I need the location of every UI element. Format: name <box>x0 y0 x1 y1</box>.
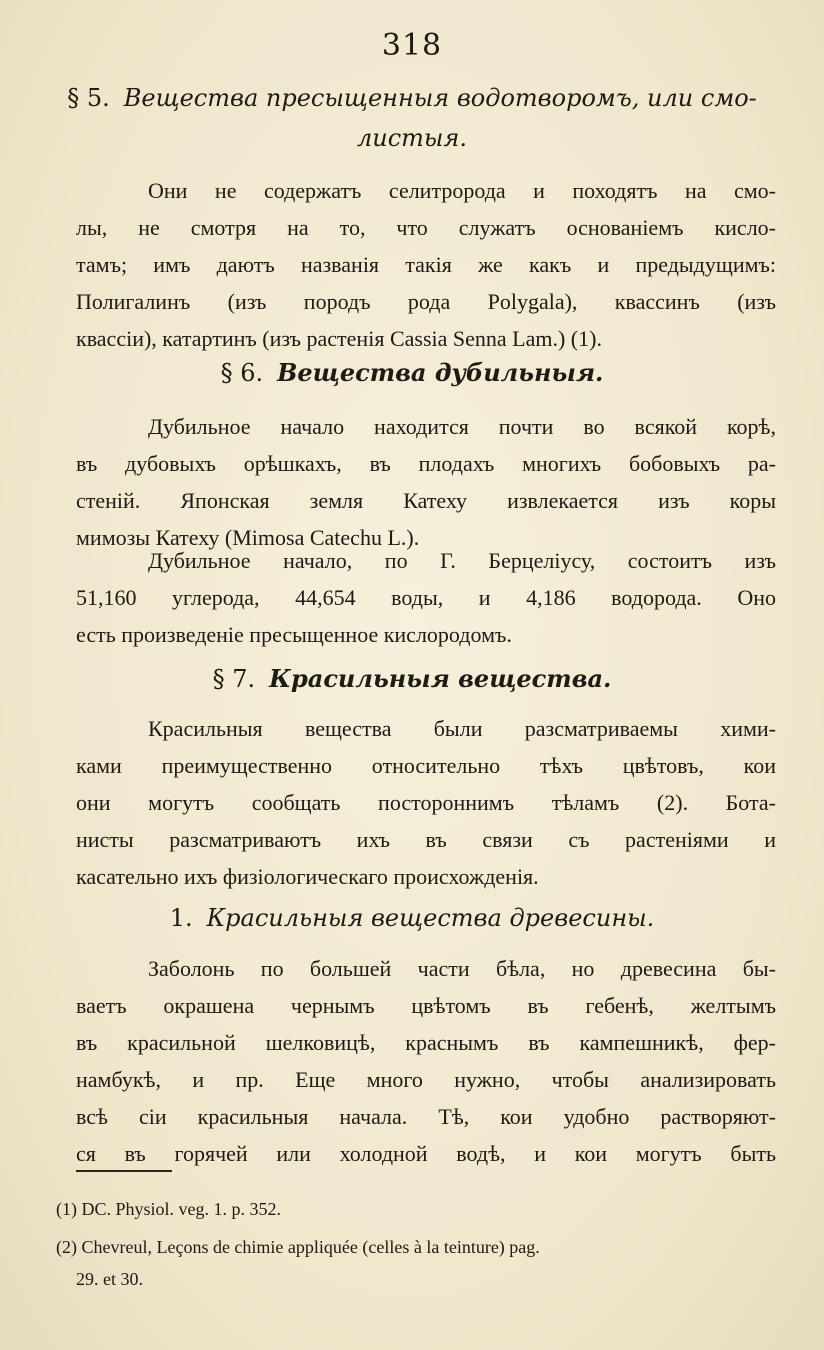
text-line: касательно ихъ физіологическаго происхожденія. <box>76 864 539 889</box>
text-line: Дубильное начало находится почти во всякой корѣ, <box>148 414 776 439</box>
footnote-divider <box>76 1170 172 1172</box>
text-line: тамъ; имъ даютъ названія такія же какъ и предыдущимъ: <box>76 252 776 277</box>
section-6-paragraph-2 <box>76 542 776 653</box>
text-line: Полигалинъ (изъ породъ рода Polygala), квассинъ (изъ <box>76 289 776 314</box>
subsection-1-paragraph <box>76 950 776 1172</box>
section-5-title-line2: листыя. <box>356 124 467 152</box>
footnote-2-cont: 29. et 30. <box>76 1269 143 1289</box>
text-line: квассіи), катартинъ (изъ растенія Cassia Senna Lam.) (1). <box>76 326 602 351</box>
text-line: Они не содержатъ селитророда и походятъ на смо- <box>148 178 776 203</box>
section-6-number: § 6. <box>220 359 264 387</box>
subsection-1-heading <box>0 904 824 932</box>
text-line: нисты разсматриваютъ ихъ въ связи съ растеніями и <box>76 827 776 852</box>
text-line: всѣ сіи красильныя начала. Тѣ, кои удобно растворяют- <box>76 1104 776 1129</box>
text-line: Дубильное начало, по Г. Берцеліусу, состоитъ изъ <box>148 548 776 573</box>
section-5-title-line1: Вещества пресыщенныя водотворомъ, или смо- <box>123 84 757 112</box>
text-line: въ красильной шелковицѣ, краснымъ въ кампешникѣ, фер- <box>76 1030 776 1055</box>
section-6-paragraph-1 <box>76 408 776 556</box>
footnote-1: (1) DC. Physiol. veg. 1. p. 352. <box>56 1199 281 1219</box>
subsection-1-number: 1. <box>169 904 193 932</box>
page-number: 318 <box>381 28 443 63</box>
section-5-paragraph <box>76 172 776 357</box>
section-5-number: § 5. <box>67 84 110 112</box>
text-line: Красильныя вещества были разсматриваемы хими- <box>148 716 776 741</box>
text-line: 51,160 углерода, 44,654 воды, и 4,186 водорода. Оно <box>76 585 776 610</box>
section-6-heading <box>0 358 824 387</box>
text-line: они могутъ сообщать постороннимъ тѣламъ (2). Бота- <box>76 790 776 815</box>
text-line: намбукѣ, и пр. Еще много нужно, чтобы анализировать <box>76 1067 776 1092</box>
text-line: ваетъ окрашена чернымъ цвѣтомъ въ гебенѣ, желтымъ <box>76 993 776 1018</box>
text-line: ками преимущественно относительно тѣхъ цвѣтовъ, кои <box>76 753 776 778</box>
text-line: ся въ горячей или холодной водѣ, и кои могутъ быть <box>76 1141 776 1166</box>
section-6-title: Вещества дубильныя. <box>277 358 604 387</box>
section-7-heading <box>0 664 824 693</box>
text-line: есть произведеніе пресыщенное кислородомъ. <box>76 622 512 647</box>
section-7-number: § 7. <box>212 665 256 693</box>
subsection-1-title: Красильныя вещества древесины. <box>206 904 655 932</box>
section-5-heading-cont <box>0 124 824 152</box>
text-line: стеній. Японская земля Катеху извлекается изъ коры <box>76 488 776 513</box>
text-line: мимозы Катеху (Mimosa Catechu L.). <box>76 525 420 550</box>
section-7-title: Красильныя вещества. <box>269 664 612 693</box>
text-line: въ дубовыхъ орѣшкахъ, въ плодахъ многихъ бобовыхъ ра- <box>76 451 776 476</box>
text-line: Заболонь по большей части бѣла, но древесина бы- <box>148 956 776 981</box>
section-5-heading <box>0 84 824 112</box>
section-7-paragraph <box>76 710 776 895</box>
text-line: лы, не смотря на то, что служатъ основаніемъ кисло- <box>76 215 776 240</box>
footnote-2: (2) Chevreul, Leçons de chimie appliquée (celles à la teinture) pag. <box>56 1237 540 1257</box>
